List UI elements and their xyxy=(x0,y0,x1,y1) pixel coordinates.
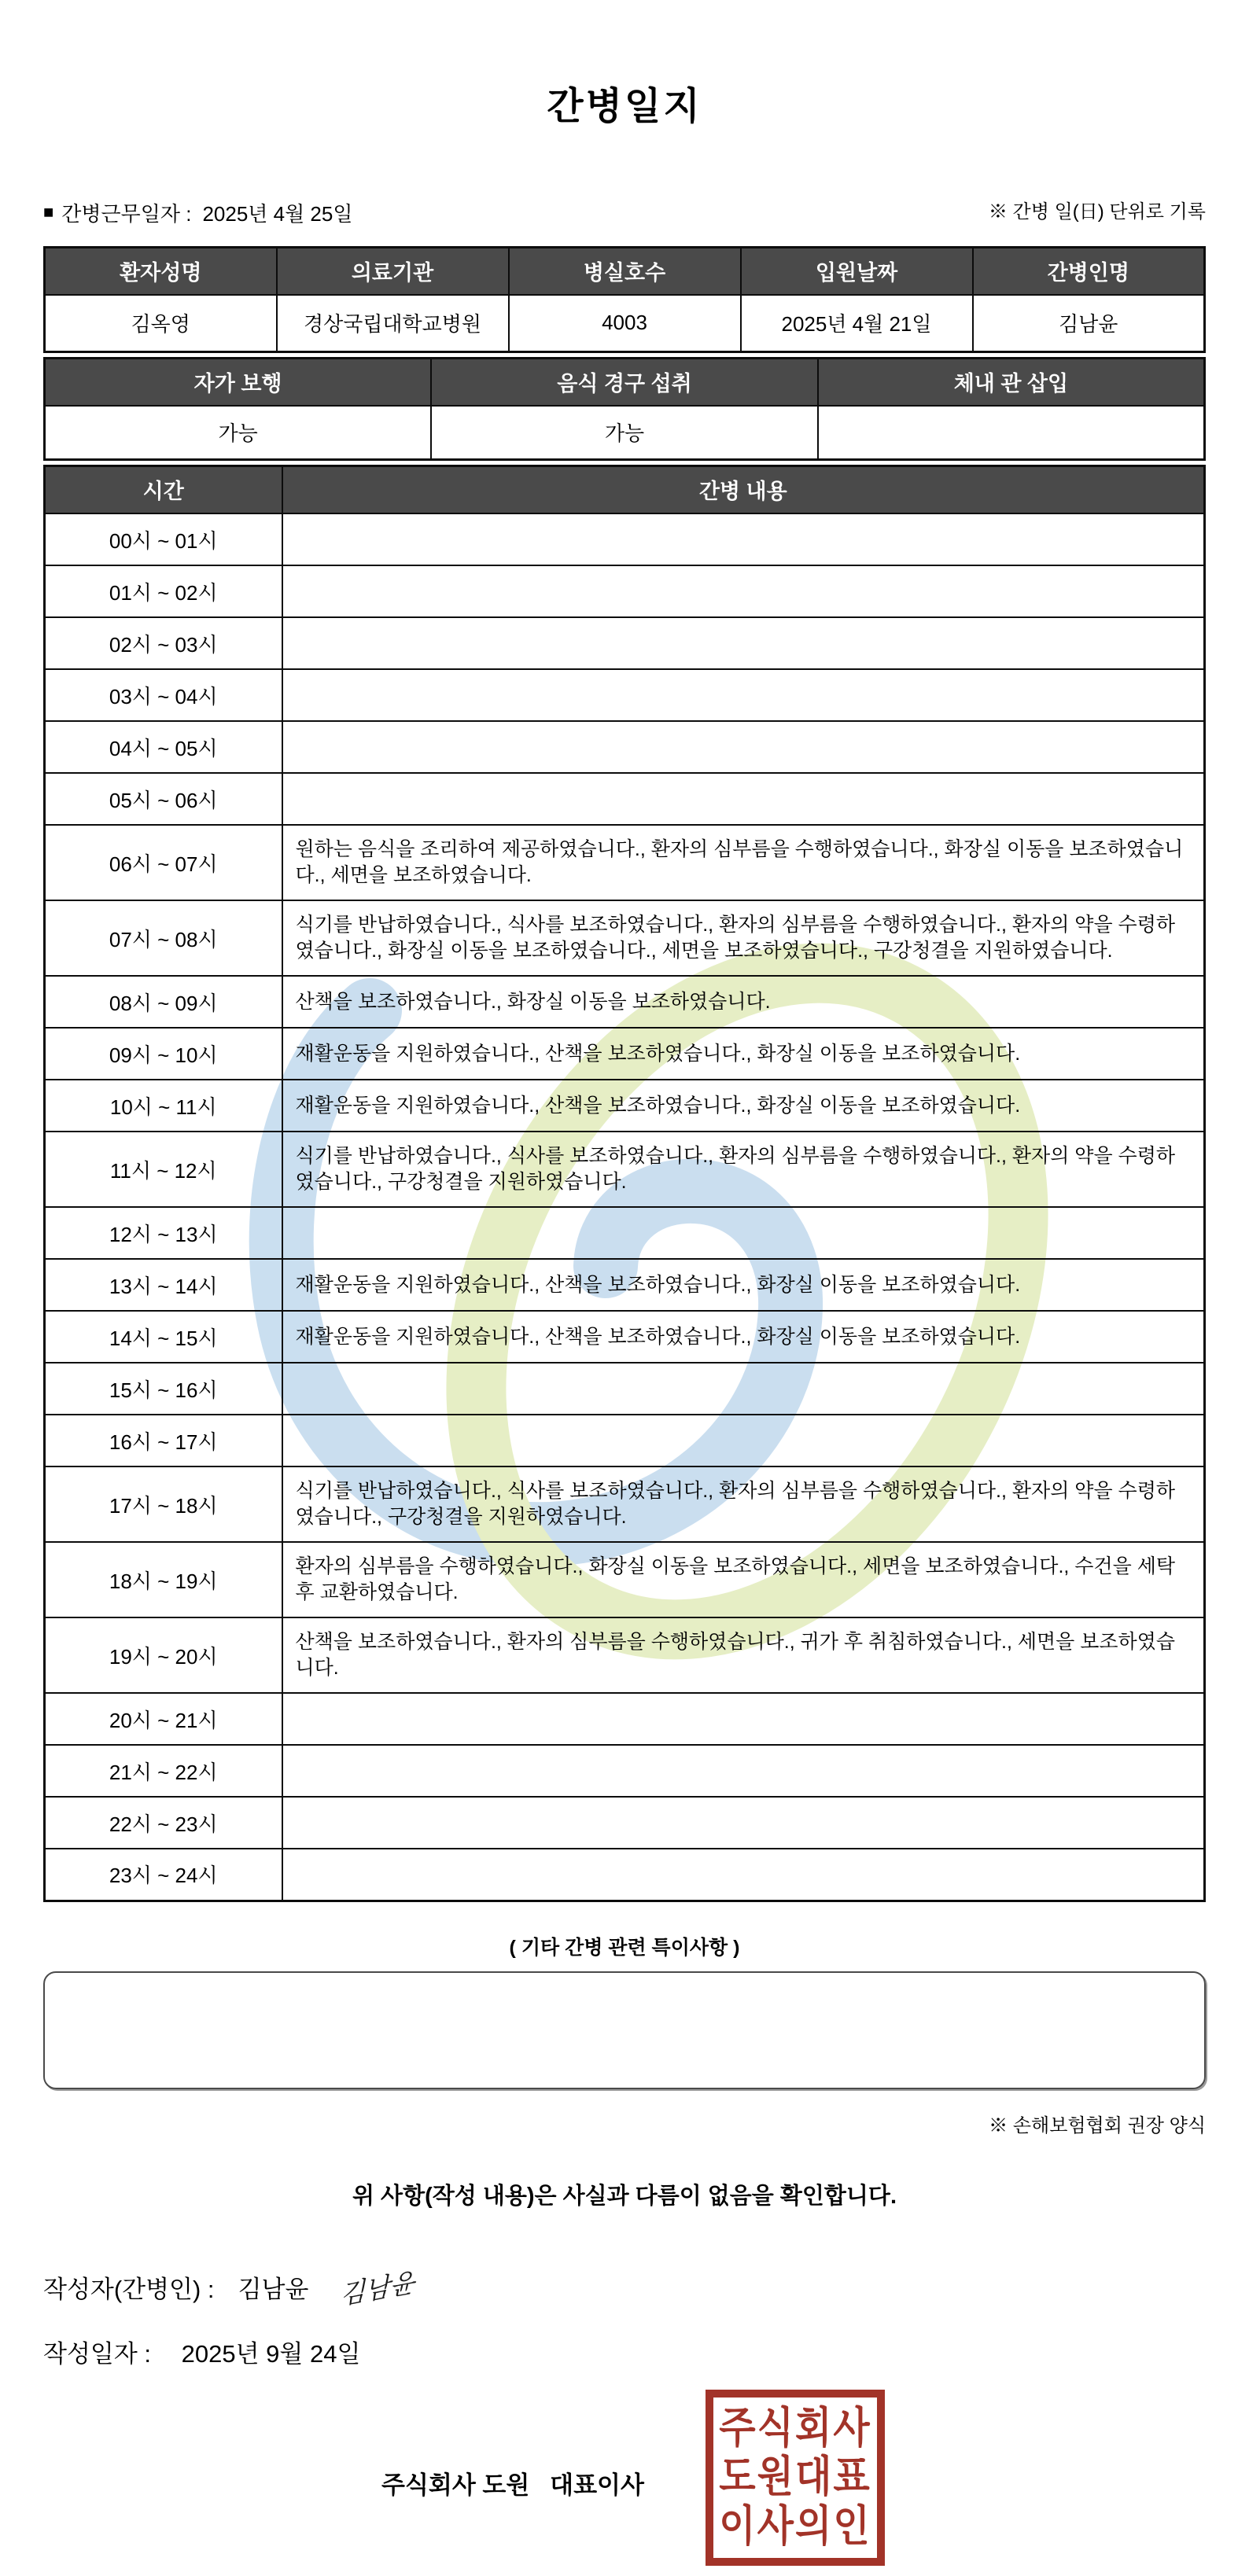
status-header-cell: 음식 경구 섭취 xyxy=(431,358,818,406)
writer-label: 작성자(간병인) : xyxy=(43,2275,215,2303)
seal-text-row: 도원대표 xyxy=(719,2452,871,2503)
log-row xyxy=(45,1745,1205,1797)
log-time-cell: 09시 ~ 10시 xyxy=(45,1028,282,1080)
square-bullet-icon: ■ xyxy=(43,202,54,222)
log-content-cell: 환자의 심부름을 수행하였습니다., 화장실 이동을 보조하였습니다., 세면을 보조하였습니다., 수건을 세탁 후 교환하였습니다. xyxy=(282,1542,1205,1617)
info-header-cell: 병실호수 xyxy=(509,247,741,295)
log-time-cell: 07시 ~ 08시 xyxy=(45,900,282,976)
log-row xyxy=(45,900,1205,976)
info-value-cell: 김남윤 xyxy=(973,295,1205,351)
log-time-cell: 23시 ~ 24시 xyxy=(45,1849,282,1901)
extra-notes-heading: ( 기타 간병 관련 특이사항 ) xyxy=(509,1936,740,1959)
log-content-cell xyxy=(282,1207,1205,1259)
writer-line xyxy=(43,2266,1206,2311)
log-row xyxy=(45,1028,1205,1080)
meta-row xyxy=(43,196,1206,227)
log-content-cell xyxy=(282,513,1205,565)
status-table xyxy=(43,357,1206,461)
status-value-cell xyxy=(818,406,1205,459)
log-row xyxy=(45,565,1205,617)
log-time-cell: 01시 ~ 02시 xyxy=(45,565,282,617)
info-header-cell: 의료기관 xyxy=(277,247,509,295)
log-time-cell: 02시 ~ 03시 xyxy=(45,617,282,669)
log-row xyxy=(45,1207,1205,1259)
log-row xyxy=(45,1363,1205,1415)
log-time-cell: 20시 ~ 21시 xyxy=(45,1693,282,1745)
log-row xyxy=(45,669,1205,721)
status-value-row xyxy=(45,406,1205,459)
log-time-cell: 21시 ~ 22시 xyxy=(45,1745,282,1797)
log-time-cell: 14시 ~ 15시 xyxy=(45,1311,282,1363)
status-header-row xyxy=(45,358,1205,406)
corporate-seal-stamp xyxy=(706,2390,885,2566)
handwritten-signature: 김남윤 xyxy=(340,2266,416,2311)
log-time-cell: 11시 ~ 12시 xyxy=(45,1132,282,1207)
log-row xyxy=(45,825,1205,900)
write-date-line xyxy=(43,2334,1206,2369)
log-content-cell: 식기를 반납하였습니다., 식사를 보조하였습니다., 환자의 심부름을 수행하였습니다., 환자의 약을 수령하였습니다., 구강청결을 지원하였습니다. xyxy=(282,1132,1205,1207)
work-date-label: 간병근무일자 : xyxy=(61,201,192,226)
info-header-cell: 입원날짜 xyxy=(741,247,973,295)
log-row xyxy=(45,1693,1205,1745)
log-row xyxy=(45,773,1205,825)
log-row xyxy=(45,721,1205,773)
log-time-cell: 17시 ~ 18시 xyxy=(45,1466,282,1542)
log-time-cell: 06시 ~ 07시 xyxy=(45,825,282,900)
write-date-value: 2025년 9월 24일 xyxy=(181,2339,361,2368)
log-content-cell xyxy=(282,669,1205,721)
log-row xyxy=(45,513,1205,565)
log-time-cell: 15시 ~ 16시 xyxy=(45,1363,282,1415)
log-content-cell: 재활운동을 지원하였습니다., 산책을 보조하였습니다., 화장실 이동을 보조하였습니다. xyxy=(282,1080,1205,1132)
info-value-cell: 경상국립대학교병원 xyxy=(277,295,509,351)
log-time-cell: 19시 ~ 20시 xyxy=(45,1617,282,1693)
log-content-cell xyxy=(282,565,1205,617)
log-row xyxy=(45,1132,1205,1207)
log-content-cell: 산책을 보조하였습니다., 환자의 심부름을 수행하였습니다., 귀가 후 취침하였습니다., 세면을 보조하였습니다. xyxy=(282,1617,1205,1693)
log-row xyxy=(45,1542,1205,1617)
log-row xyxy=(45,1080,1205,1132)
log-time-cell: 04시 ~ 05시 xyxy=(45,721,282,773)
status-value-cell: 가능 xyxy=(431,406,818,459)
company-ceo-line: 주식회사 도원 대표이사 xyxy=(381,2471,644,2499)
log-content-cell xyxy=(282,1849,1205,1901)
log-time-cell: 03시 ~ 04시 xyxy=(45,669,282,721)
log-content-cell xyxy=(282,773,1205,825)
log-header-row xyxy=(45,466,1205,513)
log-time-cell: 00시 ~ 01시 xyxy=(45,513,282,565)
seal-text-row: 주식회사 xyxy=(719,2402,871,2453)
log-row xyxy=(45,617,1205,669)
log-row xyxy=(45,976,1205,1028)
log-content-cell: 재활운동을 지원하였습니다., 산책을 보조하였습니다., 화장실 이동을 보조하였습니다. xyxy=(282,1311,1205,1363)
seal-text-row: 이사의인 xyxy=(719,2501,871,2552)
info-header-cell: 환자성명 xyxy=(45,247,277,295)
log-row xyxy=(45,1617,1205,1693)
log-row xyxy=(45,1849,1205,1901)
log-content-cell: 산책을 보조하였습니다., 화장실 이동을 보조하였습니다. xyxy=(282,976,1205,1028)
log-row xyxy=(45,1466,1205,1542)
work-date-value: 2025년 4월 25일 xyxy=(202,201,353,226)
confirmation-statement: 위 사항(작성 내용)은 사실과 다름이 없음을 확인합니다. xyxy=(352,2183,897,2209)
log-time-cell: 13시 ~ 14시 xyxy=(45,1259,282,1311)
insurance-form-note: ※ 손해보험협회 권장 양식 xyxy=(989,2114,1206,2136)
write-date-label: 작성일자 : xyxy=(43,2339,152,2368)
log-content-cell: 재활운동을 지원하였습니다., 산책을 보조하였습니다., 화장실 이동을 보조하였습니다. xyxy=(282,1259,1205,1311)
log-time-cell: 05시 ~ 06시 xyxy=(45,773,282,825)
log-time-cell: 08시 ~ 09시 xyxy=(45,976,282,1028)
log-content-cell xyxy=(282,617,1205,669)
info-value-cell: 김옥영 xyxy=(45,295,277,351)
care-log-table xyxy=(43,465,1206,1902)
log-content-header: 간병 내용 xyxy=(282,466,1205,513)
info-value-cell: 4003 xyxy=(509,295,741,351)
writer-name: 김남윤 xyxy=(238,2275,309,2303)
info-header-row xyxy=(45,247,1205,295)
log-content-cell xyxy=(282,1363,1205,1415)
log-content-cell: 식기를 반납하였습니다., 식사를 보조하였습니다., 환자의 심부름을 수행하였습니다., 환자의 약을 수령하였습니다., 화장실 이동을 보조하였습니다., 세면을 보조하였습니다., 구강청결을 지원하였습니다. xyxy=(282,900,1205,976)
info-table xyxy=(43,246,1206,353)
log-content-cell: 원하는 음식을 조리하여 제공하였습니다., 환자의 심부름을 수행하였습니다., 화장실 이동을 보조하였습니다., 세면을 보조하였습니다. xyxy=(282,825,1205,900)
info-value-cell: 2025년 4월 21일 xyxy=(741,295,973,351)
log-content-cell xyxy=(282,1797,1205,1849)
info-value-row xyxy=(45,295,1205,351)
log-content-cell xyxy=(282,1415,1205,1466)
log-time-cell: 12시 ~ 13시 xyxy=(45,1207,282,1259)
extra-notes-box xyxy=(43,1971,1206,2089)
log-content-cell xyxy=(282,721,1205,773)
info-header-cell: 간병인명 xyxy=(973,247,1205,295)
log-content-cell: 재활운동을 지원하였습니다., 산책을 보조하였습니다., 화장실 이동을 보조하였습니다. xyxy=(282,1028,1205,1080)
log-time-cell: 22시 ~ 23시 xyxy=(45,1797,282,1849)
log-time-header: 시간 xyxy=(45,466,282,513)
log-row xyxy=(45,1415,1205,1466)
log-content-cell: 식기를 반납하였습니다., 식사를 보조하였습니다., 환자의 심부름을 수행하였습니다., 환자의 약을 수령하였습니다., 구강청결을 지원하였습니다. xyxy=(282,1466,1205,1542)
log-row xyxy=(45,1259,1205,1311)
status-value-cell: 가능 xyxy=(45,406,432,459)
log-content-cell xyxy=(282,1745,1205,1797)
company-seal-block xyxy=(43,2377,1206,2576)
page-title: 간병일지 xyxy=(547,86,702,127)
daily-unit-note: ※ 간병 일(日) 단위로 기록 xyxy=(988,201,1206,223)
log-time-cell: 18시 ~ 19시 xyxy=(45,1542,282,1617)
status-header-cell: 자가 보행 xyxy=(45,358,432,406)
status-header-cell: 체내 관 삽입 xyxy=(818,358,1205,406)
work-date-line xyxy=(43,198,352,227)
log-time-cell: 16시 ~ 17시 xyxy=(45,1415,282,1466)
log-row xyxy=(45,1797,1205,1849)
log-row xyxy=(45,1311,1205,1363)
log-time-cell: 10시 ~ 11시 xyxy=(45,1080,282,1132)
log-content-cell xyxy=(282,1693,1205,1745)
